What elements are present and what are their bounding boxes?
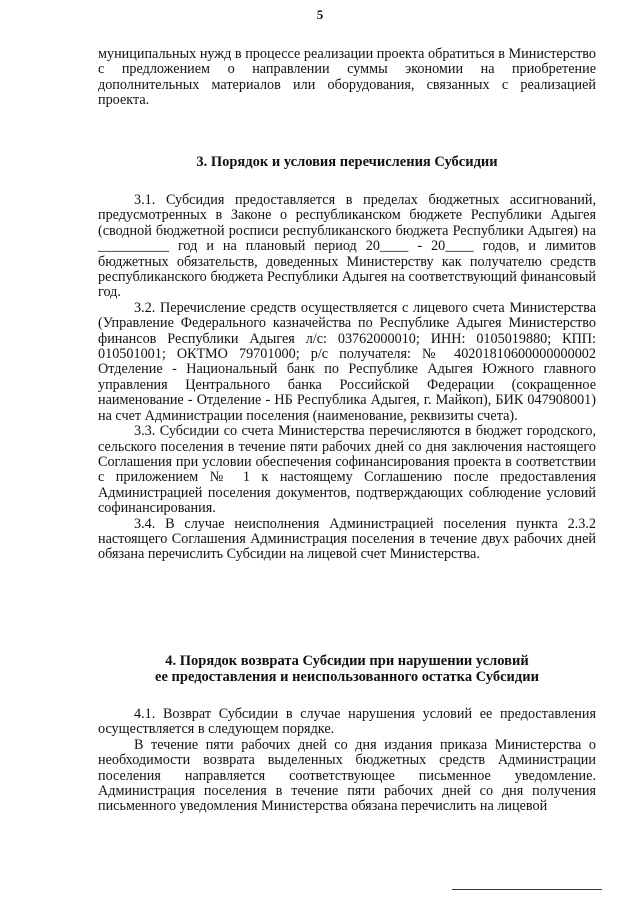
page-number: 5 [316,7,324,22]
paragraph-4-1: 4.1. Возврат Субсидии в случае нарушения условий ее предоставления осуществляется в следующем порядке. [98,706,596,738]
section-4-heading [98,653,596,685]
paragraph-3-1: 3.1. Субсидия предоставляется в пределах бюджетных ассигнований, предусмотренных в Законе о республиканском бюджете Республики Адыгея (сводной бюджетной росписи республиканского бюджета Республики Адыгея) на __________ год и на плановый период 20____ - 20____ годов, и лимитов бюджетных обязательств, доведенных Министерству как получателю средств республиканского бюджета Республики Адыгея на соответствующий финансовый год. [98,192,596,301]
intro-paragraph: муниципальных нужд в процессе реализации проекта обратиться в Министерство с предложением о направлении суммы экономии на приобретение дополнительных материалов или оборудования, связанных с реализацией проекта. [98,46,596,109]
intro-paragraph-block [98,47,596,109]
paragraph-3-2: 3.2. Перечисление средств осуществляется с лицевого счета Министерства (Управление Федерального казначейства по Республике Адыгея Министерство финансов Республики Адыгея л/с: 03762000010; ИНН: 0105019880; КПП: 010501001; ОКТМО 79701000; р/с получателя: № 40201810600000000002 Отделение - Национальный банк по Республике Адыгея Южного главного управления Центрального банка Российской Федерации (сокращенное наименование - Отделение - НБ Республика Адыгея, г. Майкоп), БИК 047908001) на счет Администрации поселения (наименование, реквизиты счета). [98,299,596,424]
footer-rule [452,889,602,890]
section-4-heading-line-1: 4. Порядок возврата Субсидии при нарушении условий [165,653,529,669]
section-3-body [98,193,596,563]
paragraph-3-4: 3.4. В случае неисполнения Администрацией поселения пункта 2.3.2 настоящего Соглашения Администрация поселения в течение двух рабочих дней обязана перечислить Субсидии на лицевой счет Министерства. [98,515,596,563]
section-4-heading-line-2: ее предоставления и неиспользованного остатка Субсидии [155,669,539,685]
paragraph-4-1-text: В течение пяти рабочих дней со дня издания приказа Министерства о необходимости возврата выделенных бюджетных средств Администрации поселения направляется соответствующее письменное уведомление. Администрация поселения в течение пяти рабочих дней со дня получения письменного уведомления Министерства обязана перечислить на лицевой [98,736,596,815]
section-3-heading: 3. Порядок и условия перечисления Субсидии [196,154,498,170]
section-4-body [98,707,596,815]
paragraph-3-3: 3.3. Субсидии со счета Министерства перечисляются в бюджет городского, сельского поселения в течение пяти рабочих дней со дня заключения настоящего Соглашения при условии обеспечения софинансирования проекта в соответствии с приложением № 1 к настоящему Соглашению после предоставления Администрацией поселения документов, подтверждающих соблюдение условий софинансирования. [98,423,596,517]
